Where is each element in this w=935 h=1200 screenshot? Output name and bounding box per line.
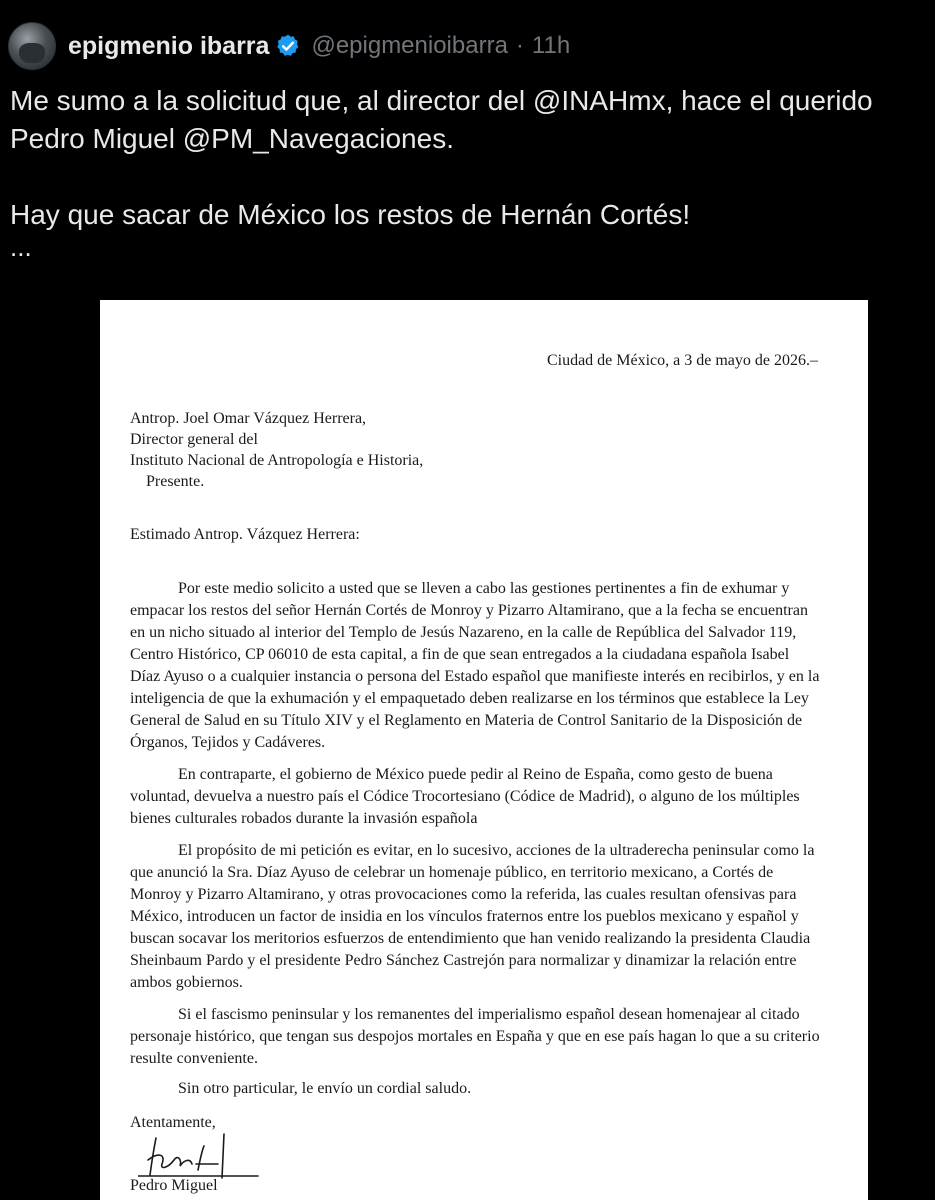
addressee-line: Director general del	[130, 431, 258, 448]
author-name[interactable]: epigmenio ibarra	[68, 31, 270, 60]
addressee-line: Instituto Nacional de Antropología e Historia,	[130, 452, 424, 469]
closing-line: Sin otro particular, le envío un cordial saludo.	[178, 1080, 472, 1097]
verified-badge-icon	[275, 33, 301, 59]
letter-paragraph: El propósito de mi petición es evitar, en lo sucesivo, acciones de la ultraderecha peninsular como la que anunció la Sra. Díaz Ayuso de celebrar un homenaje público, en territorio mexicano, a Cortés de Monroy y Pizarro Altamirano, y otras provocaciones como la referida, las cuales resultan ofensivas para México, introducen un factor de insidia en los vínculos fraternos entre los pueblos mexicano y español y buscan socavar los meritorios esfuerzos de entendimiento que han venido realizando la presidenta Claudia Sheinbaum Pardo y el presidente Pedro Sánchez Castrejón para normalizar y dinamizar la relación entre ambos gobiernos.	[130, 842, 815, 991]
tweet-header	[8, 18, 570, 74]
avatar[interactable]	[8, 22, 56, 70]
letter-image[interactable]	[100, 300, 868, 1200]
letter-closing	[130, 1078, 830, 1100]
letter-body	[130, 578, 822, 1080]
addressee-line: Antrop. Joel Omar Vázquez Herrera,	[130, 410, 367, 427]
author-handle[interactable]: @epigmenioibarra	[311, 32, 508, 59]
addressee-line: Presente.	[146, 473, 205, 490]
letter-salutation: Estimado Antrop. Vázquez Herrera:	[130, 526, 360, 543]
letter-paragraph: En contraparte, el gobierno de México puede pedir al Reino de España, como gesto de buena voluntad, devuelva a nuestro país el Códice Trocortesiano (Códice de Madrid), o alguno de los múltiples bienes culturales robados durante la invasión española	[130, 766, 800, 827]
letter-paragraph: Por este medio solicito a usted que se lleven a cabo las gestiones pertinentes a fin de exhumar y empacar los restos del señor Hernán Cortés de Monroy y Pizarro Altamirano, que a la fecha se encuentran en un nicho situado al interior del Templo de Jesús Nazareno, en la calle de República del Salvador 119, Centro Histórico, CP 06010 de esta capital, a fin de que sean entregados a la ciudadana española Isabel Díaz Ayuso o a cualquier instancia o persona del Estado español que manifieste interés en recibirlos, y en la inteligencia de que la exhumación y el empaquetado deben realizarse en los términos que establece la Ley General de Salud en su Título XIV y el Reglamento en Materia de Control Sanitario de la Disposición de Órganos, Tejidos y Cadáveres.	[130, 580, 820, 751]
show-more-link[interactable]: ...	[10, 232, 32, 262]
tweet-text-line: Pedro Miguel @PM_Navegaciones.	[10, 123, 454, 154]
letter-date: Ciudad de México, a 3 de mayo de 2026.–	[546, 352, 818, 369]
tweet-text	[10, 82, 925, 260]
tweet-text-line: Me sumo a la solicitud que, al director del @INAHmx, hace el querido	[10, 85, 873, 116]
tweet-time[interactable]: 11h	[531, 32, 571, 59]
letter-addressee	[130, 408, 423, 492]
separator-dot: ·	[515, 32, 524, 59]
sign-off: Atentamente,	[130, 1114, 216, 1131]
signer-name: Pedro Miguel	[130, 1177, 218, 1194]
tweet-text-line: Hay que sacar de México los restos de Hernán Cortés!	[10, 199, 691, 230]
letter-paragraph: Si el fascismo peninsular y los remanentes del imperialismo español desean homenajear al citado personaje histórico, que tengan sus despojos mortales en España y que en ese país hagan lo que a su criterio resulte conveniente.	[130, 1006, 820, 1067]
signature-mark	[138, 1130, 268, 1180]
